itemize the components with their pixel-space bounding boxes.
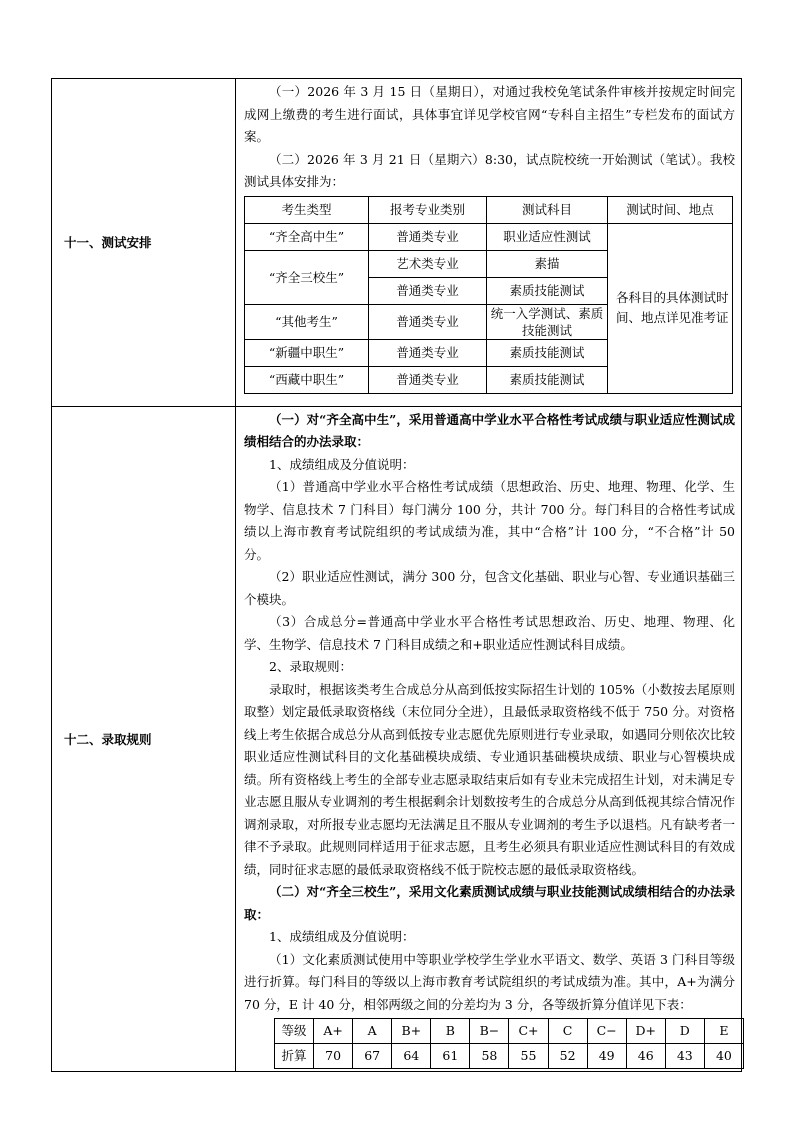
grade-cell: D+ bbox=[626, 1019, 665, 1044]
row-test-arrangement bbox=[52, 79, 742, 407]
paragraph: 录取时，根据该类考生合成总分从高到低按实际招生计划的 105%（小数按去尾原则取整）划定最低录取资格线（末位同分全进），且最低录取资格线不低于 750 分。对资格线上考生依据合成总分从高到低按专业志愿优先原则进行专业录取，如遇同分则依次比较职业适应性测试科目的文化基础模块成绩、专业通识基础模块成绩、职业与心智模块成绩。所有资格线上考生的全部专业志愿录取结束后如有专业未完成招生计划，对未满足专业志愿且服从专业调剂的考生根据剩余计划数按考生的合成总分从高到低视其综合情况作调剂录取，对所报专业志愿均无法满足且不服从专业调剂的考生予以退档。凡有缺考者一律不予录取。此规则同样适用于征求志愿，且考生必须具有职业适应性测试科目的有效成绩，同时征求志愿的最低录取资格线不低于院校志愿的最低录取资格线。 bbox=[244, 681, 735, 877]
test-schedule-table bbox=[244, 196, 733, 394]
score-cell: 64 bbox=[392, 1044, 431, 1069]
grade-label: 等级 bbox=[275, 1019, 314, 1044]
row-admission-rules bbox=[52, 406, 742, 1072]
table-cell: 普通类专业 bbox=[369, 304, 487, 339]
table-cell: 职业适应性测试 bbox=[487, 223, 608, 250]
header-cell: 考生类型 bbox=[245, 196, 369, 223]
time-place-cell: 各科目的具体测试时间、地点详见准考证 bbox=[608, 223, 733, 393]
row-label-cell bbox=[52, 406, 236, 1072]
score-label: 折算 bbox=[275, 1044, 314, 1069]
paragraph: （1）文化素质测试使用中等职业学校学生学业水平语文、数学、英语 3 门科目等级进行折算。每门科目的等级以上海市教育考试院组织的考试成绩为准。其中，A+为满分 70 分，E 计 40 分，相邻两级之间的分差均为 3 分，各等级折算分值详见下表： bbox=[244, 951, 735, 1012]
table-cell: “其他考生” bbox=[245, 304, 369, 339]
header-cell: 报考专业类别 bbox=[369, 196, 487, 223]
table-cell: 艺术类专业 bbox=[369, 250, 487, 277]
table-cell: “齐全三校生” bbox=[245, 250, 369, 304]
score-cell: 49 bbox=[587, 1044, 626, 1069]
score-cell: 61 bbox=[431, 1044, 470, 1069]
grade-cell: D bbox=[665, 1019, 704, 1044]
table-cell: 素描 bbox=[487, 250, 608, 277]
table-cell: 普通类专业 bbox=[369, 223, 487, 250]
row-content-cell bbox=[236, 406, 742, 1072]
grade-cell: A bbox=[353, 1019, 392, 1044]
score-cell: 43 bbox=[665, 1044, 704, 1069]
grade-conversion-table bbox=[274, 1018, 744, 1069]
grade-cell: B+ bbox=[392, 1019, 431, 1044]
grade-cell: B bbox=[431, 1019, 470, 1044]
table-cell: 素质技能测试 bbox=[487, 277, 608, 304]
paragraph: （3）合成总分=普通高中学业水平合格性考试思想政治、历史、地理、物理、化学、生物学、信息技术 7 门科目成绩之和+职业适应性测试科目成绩。 bbox=[244, 614, 735, 652]
subsection-title: （一）对“齐全高中生”，采用普通高中学业水平合格性考试成绩与职业适应性测试成绩相结合的办法录取： bbox=[244, 411, 735, 449]
score-cell: 70 bbox=[314, 1044, 353, 1069]
score-cell: 40 bbox=[704, 1044, 743, 1069]
grade-cell: A+ bbox=[314, 1019, 353, 1044]
paragraph: （二）2026 年 3 月 21 日（星期六）8:30，试点院校统一开始测试（笔试）。我校测试具体安排为： bbox=[244, 151, 735, 189]
grade-cell: E bbox=[704, 1019, 743, 1044]
table-cell: 素质技能测试 bbox=[487, 366, 608, 393]
main-table bbox=[51, 78, 742, 1072]
table-cell: “新疆中职生” bbox=[245, 339, 369, 366]
table-cell: 素质技能测试 bbox=[487, 339, 608, 366]
subsection-title: （二）对“齐全三校生”，采用文化素质测试成绩与职业技能测试成绩相结合的办法录取： bbox=[244, 884, 735, 922]
score-cell: 55 bbox=[509, 1044, 548, 1069]
score-cell: 46 bbox=[626, 1044, 665, 1069]
row-label-cell bbox=[52, 79, 236, 407]
table-cell: “齐全高中生” bbox=[245, 223, 369, 250]
header-cell: 测试时间、地点 bbox=[608, 196, 733, 223]
grade-cell: C− bbox=[587, 1019, 626, 1044]
section-11-label: 十一、测试安排 bbox=[64, 235, 152, 251]
table-cell: 普通类专业 bbox=[369, 366, 487, 393]
paragraph: （2）职业适应性测试，满分 300 分，包含文化基础、职业与心智、专业通识基础三个模块。 bbox=[244, 569, 735, 607]
table-cell: 普通类专业 bbox=[369, 277, 487, 304]
score-cell: 67 bbox=[353, 1044, 392, 1069]
paragraph: （1）普通高中学业水平合格性考试成绩（思想政治、历史、地理、物理、化学、生物学、信息技术 7 门科目）每门满分 100 分，共计 700 分。每门科目的合格性考试成绩以上海市教育考试院组织的考试成绩为准，其中“合格”计 100 分，“不合格”计 50 分。 bbox=[244, 479, 735, 562]
header-cell: 测试科目 bbox=[487, 196, 608, 223]
paragraph: 1、成绩组成及分值说明： bbox=[269, 929, 415, 944]
section-12-label: 十二、录取规则 bbox=[64, 731, 152, 747]
paragraph: 2、录取规则： bbox=[269, 659, 352, 674]
table-cell: 普通类专业 bbox=[369, 339, 487, 366]
grade-cell: B− bbox=[470, 1019, 509, 1044]
score-cell: 52 bbox=[548, 1044, 587, 1069]
row-content-cell bbox=[236, 79, 742, 407]
paragraph: （一）2026 年 3 月 15 日（星期日），对通过我校免笔试条件审核并按规定时间完成网上缴费的考生进行面试，具体事宜详见学校官网“专科自主招生”专栏发布的面试方案。 bbox=[244, 84, 735, 144]
grade-cell: C+ bbox=[509, 1019, 548, 1044]
score-cell: 58 bbox=[470, 1044, 509, 1069]
grade-cell: C bbox=[548, 1019, 587, 1044]
paragraph: 1、成绩组成及分值说明： bbox=[269, 456, 415, 472]
table-cell: 统一入学测试、素质技能测试 bbox=[487, 304, 608, 339]
table-cell: “西藏中职生” bbox=[245, 366, 369, 393]
